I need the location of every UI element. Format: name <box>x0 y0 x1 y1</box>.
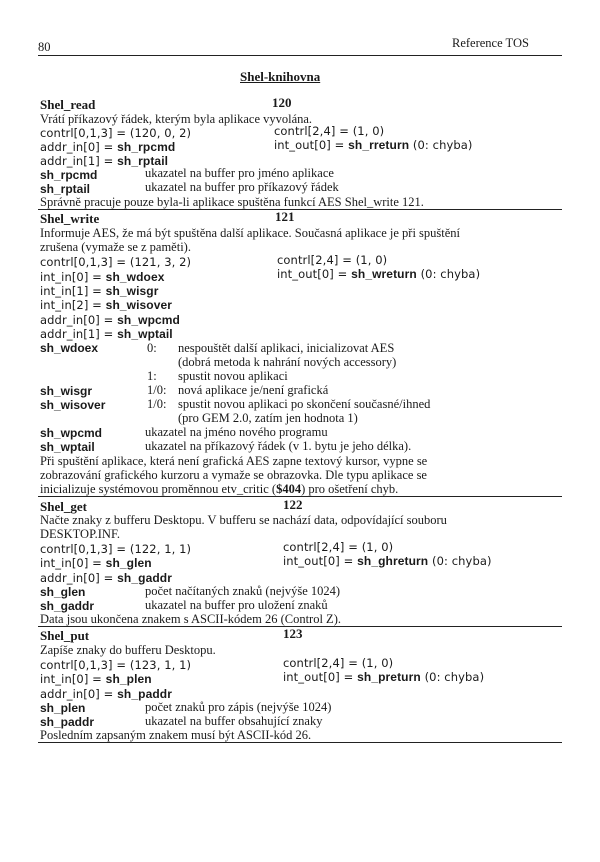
shel-write-contrl-in: contrl[0,1,3] = (121, 3, 2) <box>40 255 192 269</box>
section-rule <box>38 742 562 743</box>
shel-put-desc: Zapíše znaky do bufferu Desktopu. <box>40 643 216 657</box>
shel-read-contrl-in: contrl[0,1,3] = (120, 0, 2) <box>40 126 192 140</box>
shel-write-isgr-d: nová aplikace je/není grafická <box>178 383 329 397</box>
shel-read-desc: Vrátí příkazový řádek, kterým byla aplikace vyvolána. <box>40 112 313 126</box>
shel-put-contrl-in: contrl[0,1,3] = (123, 1, 1) <box>40 658 192 672</box>
shel-read-p2-name: sh_rptail <box>40 182 91 196</box>
shel-read-note: Správně pracuje pouze byla-li aplikace spuštěna funkcí AES Shel_write 121. <box>40 195 424 209</box>
shel-get-contrl-in: contrl[0,1,3] = (122, 1, 1) <box>40 542 192 556</box>
shel-write-note1: Při spuštění aplikace, která není grafická AES zapne textový kursor, vypne se <box>40 454 428 468</box>
shel-put-note: Posledním zapsaným znakem musí být ASCII-kód 26. <box>40 728 312 742</box>
shel-write-desc1: Informuje AES, že má být spuštěna další aplikace. Současná aplikace je při spuštění <box>40 226 461 240</box>
shel-get-in0: int_in[0] = sh_glen <box>40 556 152 570</box>
shel-read-contrl-out: contrl[2,4] = (1, 0) <box>274 124 385 138</box>
shel-put-intout: int_out[0] = sh_preturn (0: chyba) <box>283 670 485 684</box>
shel-write-isover-v: 1/0: <box>147 397 167 411</box>
shel-write-pcmd-d: ukazatel na jméno nového programu <box>145 425 328 439</box>
header-rule <box>38 55 562 56</box>
shel-write-doex-d1: spustit novou aplikaci <box>178 369 288 383</box>
shel-read-number: 120 <box>272 95 292 110</box>
shel-get-p2-desc: ukazatel na buffer pro uložení znaků <box>145 598 328 612</box>
library-title: Shel-knihovna <box>240 69 321 84</box>
shel-get-intout: int_out[0] = sh_ghreturn (0: chyba) <box>283 554 492 568</box>
shel-write-ptail-name: sh_wptail <box>40 440 95 454</box>
shel-write-isover-name: sh_wisover <box>40 398 106 412</box>
shel-write-doex-d0b: (dobrá metoda k nahrání nových accessory) <box>178 355 397 369</box>
shel-write-note2: zobrazování grafického kurzoru a vymaže se obrazovka. Dle typu aplikace se <box>40 468 427 482</box>
shel-put-title: Shel_put <box>40 628 90 643</box>
shel-write-doex-v0: 0: <box>147 341 157 355</box>
shel-read-title: Shel_read <box>40 97 96 112</box>
shel-write-in0: int_in[0] = sh_wdoex <box>40 270 165 284</box>
shel-write-pcmd-name: sh_wpcmd <box>40 426 103 440</box>
section-rule <box>38 209 562 210</box>
shel-write-isgr-name: sh_wisgr <box>40 384 93 398</box>
shel-put-contrl-out: contrl[2,4] = (1, 0) <box>283 656 394 670</box>
shel-put-addr0: addr_in[0] = sh_paddr <box>40 687 172 701</box>
shel-put-in0: int_in[0] = sh_plen <box>40 672 152 686</box>
shel-get-note: Data jsou ukončena znakem s ASCII-kódem 26 (Control Z). <box>40 612 341 626</box>
shel-put-p2-name: sh_paddr <box>40 715 95 729</box>
shel-get-desc2: DESKTOP.INF. <box>40 527 121 541</box>
shel-get-title: Shel_get <box>40 499 87 514</box>
shel-get-addr0: addr_in[0] = sh_gaddr <box>40 571 172 585</box>
shel-put-p2-desc: ukazatel na buffer obsahující znaky <box>145 714 323 728</box>
shel-put-number: 123 <box>283 626 303 641</box>
running-title: Reference TOS <box>452 36 529 50</box>
shel-write-isover-da: spustit novou aplikaci po skončení současné/ihned <box>178 397 431 411</box>
shel-read-addr1: addr_in[1] = sh_rptail <box>40 154 169 168</box>
shel-write-addr0: addr_in[0] = sh_wpcmd <box>40 313 180 327</box>
shel-write-doex-d0a: nespouštět další aplikaci, inicializovat AES <box>178 341 395 355</box>
shel-write-addr1: addr_in[1] = sh_wptail <box>40 327 173 341</box>
shel-write-doex-name: sh_wdoex <box>40 341 99 355</box>
shel-get-p1-name: sh_glen <box>40 585 86 599</box>
shel-write-doex-v1: 1: <box>147 369 157 383</box>
shel-put-p1-desc: počet znaků pro zápis (nejvýše 1024) <box>145 700 332 714</box>
shel-write-number: 121 <box>275 209 295 224</box>
shel-read-p1-name: sh_rpcmd <box>40 168 98 182</box>
shel-write-isover-db: (pro GEM 2.0, zatím jen hodnota 1) <box>178 411 358 425</box>
shel-get-p1-desc: počet načítaných znaků (nejvýše 1024) <box>145 584 341 598</box>
shel-read-p2-desc: ukazatel na buffer pro příkazový řádek <box>145 180 339 194</box>
shel-write-in2: int_in[2] = sh_wisover <box>40 298 173 312</box>
shel-write-in1: int_in[1] = sh_wisgr <box>40 284 159 298</box>
shel-write-ptail-d: ukazatel na příkazový řádek (v 1. bytu je jeho délka). <box>145 439 412 453</box>
shel-write-isgr-v: 1/0: <box>147 383 167 397</box>
shel-get-p2-name: sh_gaddr <box>40 599 95 613</box>
shel-write-note3: inicializuje systémovou proměnnou etv_critic ($404) pro ošetření chyb. <box>40 482 399 496</box>
shel-get-desc1: Načte znaky z bufferu Desktopu. V bufferu se nachází data, odpovídající souboru <box>40 513 447 527</box>
shel-write-desc2: zrušena (vymaže se z paměti). <box>40 240 191 254</box>
shel-write-contrl-out: contrl[2,4] = (1, 0) <box>277 253 388 267</box>
shel-read-addr0: addr_in[0] = sh_rpcmd <box>40 140 176 154</box>
page-number: 80 <box>38 40 51 54</box>
shel-write-intout: int_out[0] = sh_wreturn (0: chyba) <box>277 267 481 281</box>
shel-read-p1-desc: ukazatel na buffer pro jméno aplikace <box>145 166 334 180</box>
shel-get-number: 122 <box>283 497 303 512</box>
shel-get-contrl-out: contrl[2,4] = (1, 0) <box>283 540 394 554</box>
shel-write-title: Shel_write <box>40 211 100 226</box>
shel-read-intout: int_out[0] = sh_rreturn (0: chyba) <box>274 138 473 152</box>
shel-put-p1-name: sh_plen <box>40 701 86 715</box>
